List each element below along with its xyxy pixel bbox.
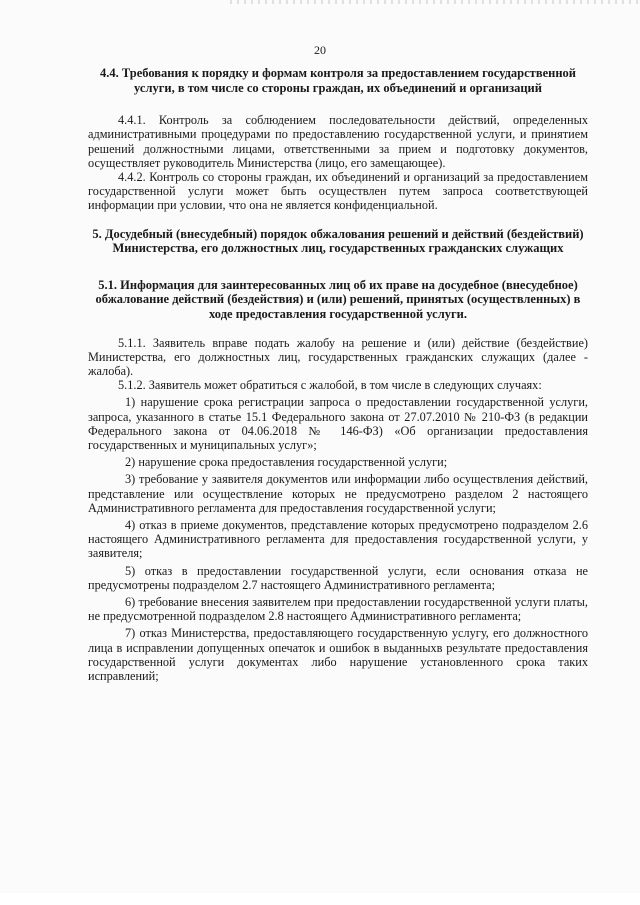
list-item: 4) отказ в приеме документов, представление которых предусмотрено подразделом 2.6 настоящего Административного регламента для предоставления государственной услуги, у заявителя; [88, 518, 588, 561]
list-item: 3) требование у заявителя документов или информации либо осуществления действий, представление или осуществление которых не предусмотрено разделом 2 настоящего Административного регламента для предоставления государственной услуги; [88, 472, 588, 515]
paragraph-5-1-2: 5.1.2. Заявитель может обратиться с жалобой, в том числе в следующих случаях: [118, 378, 542, 393]
paragraph-4-4-1: 4.4.1. Контроль за соблюдением последовательности действий, определенных административными процедурами по предоставлению государственной услуги, и принятием решений должностными лицами, ответственными за прием и подготовку документов, осуществляет руководитель Министерства (лицо, его замещающее). [88, 113, 588, 170]
scan-artifact [230, 0, 640, 4]
paragraph-5-1-1: 5.1.1. Заявитель вправе подать жалобу на решение и (или) действие (бездействие) Министерства, его должностных лиц, государственных гражданских служащих (далее - жалоба). [88, 335, 588, 378]
document-body [88, 64, 588, 683]
list-item: 2) нарушение срока предоставления государственной услуги; [125, 455, 448, 470]
list-item: 5) отказ в предоставлении государственной услуги, если основания отказа не предусмотрены подразделом 2.7 настоящего Административного регламента; [88, 563, 588, 592]
list-item: 7) отказ Министерства, предоставляющего государственную услугу, его должностного лица в исправлении допущенных опечаток и ошибок в выданныхв результате предоставления государственной услуги документах либо нарушение установленного срока таких исправлений; [88, 626, 588, 684]
page-number: 20 [314, 43, 326, 57]
list-item: 6) требование внесения заявителем при предоставлении государственной услуги платы, не предусмотренной подразделом 2.8 настоящего Административного регламента; [88, 595, 588, 624]
paragraph-4-4-2: 4.4.2. Контроль со стороны граждан, их объединений и организаций за предоставлением государственной услуги может быть осуществлен путем запроса соответствующей информации при условии, что она не является конфиденциальной. [88, 170, 588, 213]
section-heading-5: 5. Досудебный (внесудебный) порядок обжалования решений и действий (бездействий) Министерства, его должностных лиц, государственных гражданских служащих [92, 226, 584, 256]
section-heading-5-1: 5.1. Информация для заинтересованных лиц об их праве на досудебное (внесудебное) обжалование действий (бездействия) и (или) решений, принятых (осуществленных) в ходе предоставления государственной услуги. [95, 277, 581, 321]
page-bottom-edge [0, 893, 640, 905]
section-heading-4-4: 4.4. Требования к порядку и формам контроля за предоставлением государственной услуги, в том числе со стороны граждан, их объединений и организаций [100, 66, 576, 95]
list-item: 1) нарушение срока регистрации запроса о предоставлении государственной услуги, запроса, указанного в статье 15.1 Федерального закона от 27.07.2010 № 210-ФЗ (в редакции Федерального закона от 04.06.2018 № 146-ФЗ) «Об организации предоставления государственных и муниципальных услуг»; [88, 395, 588, 452]
